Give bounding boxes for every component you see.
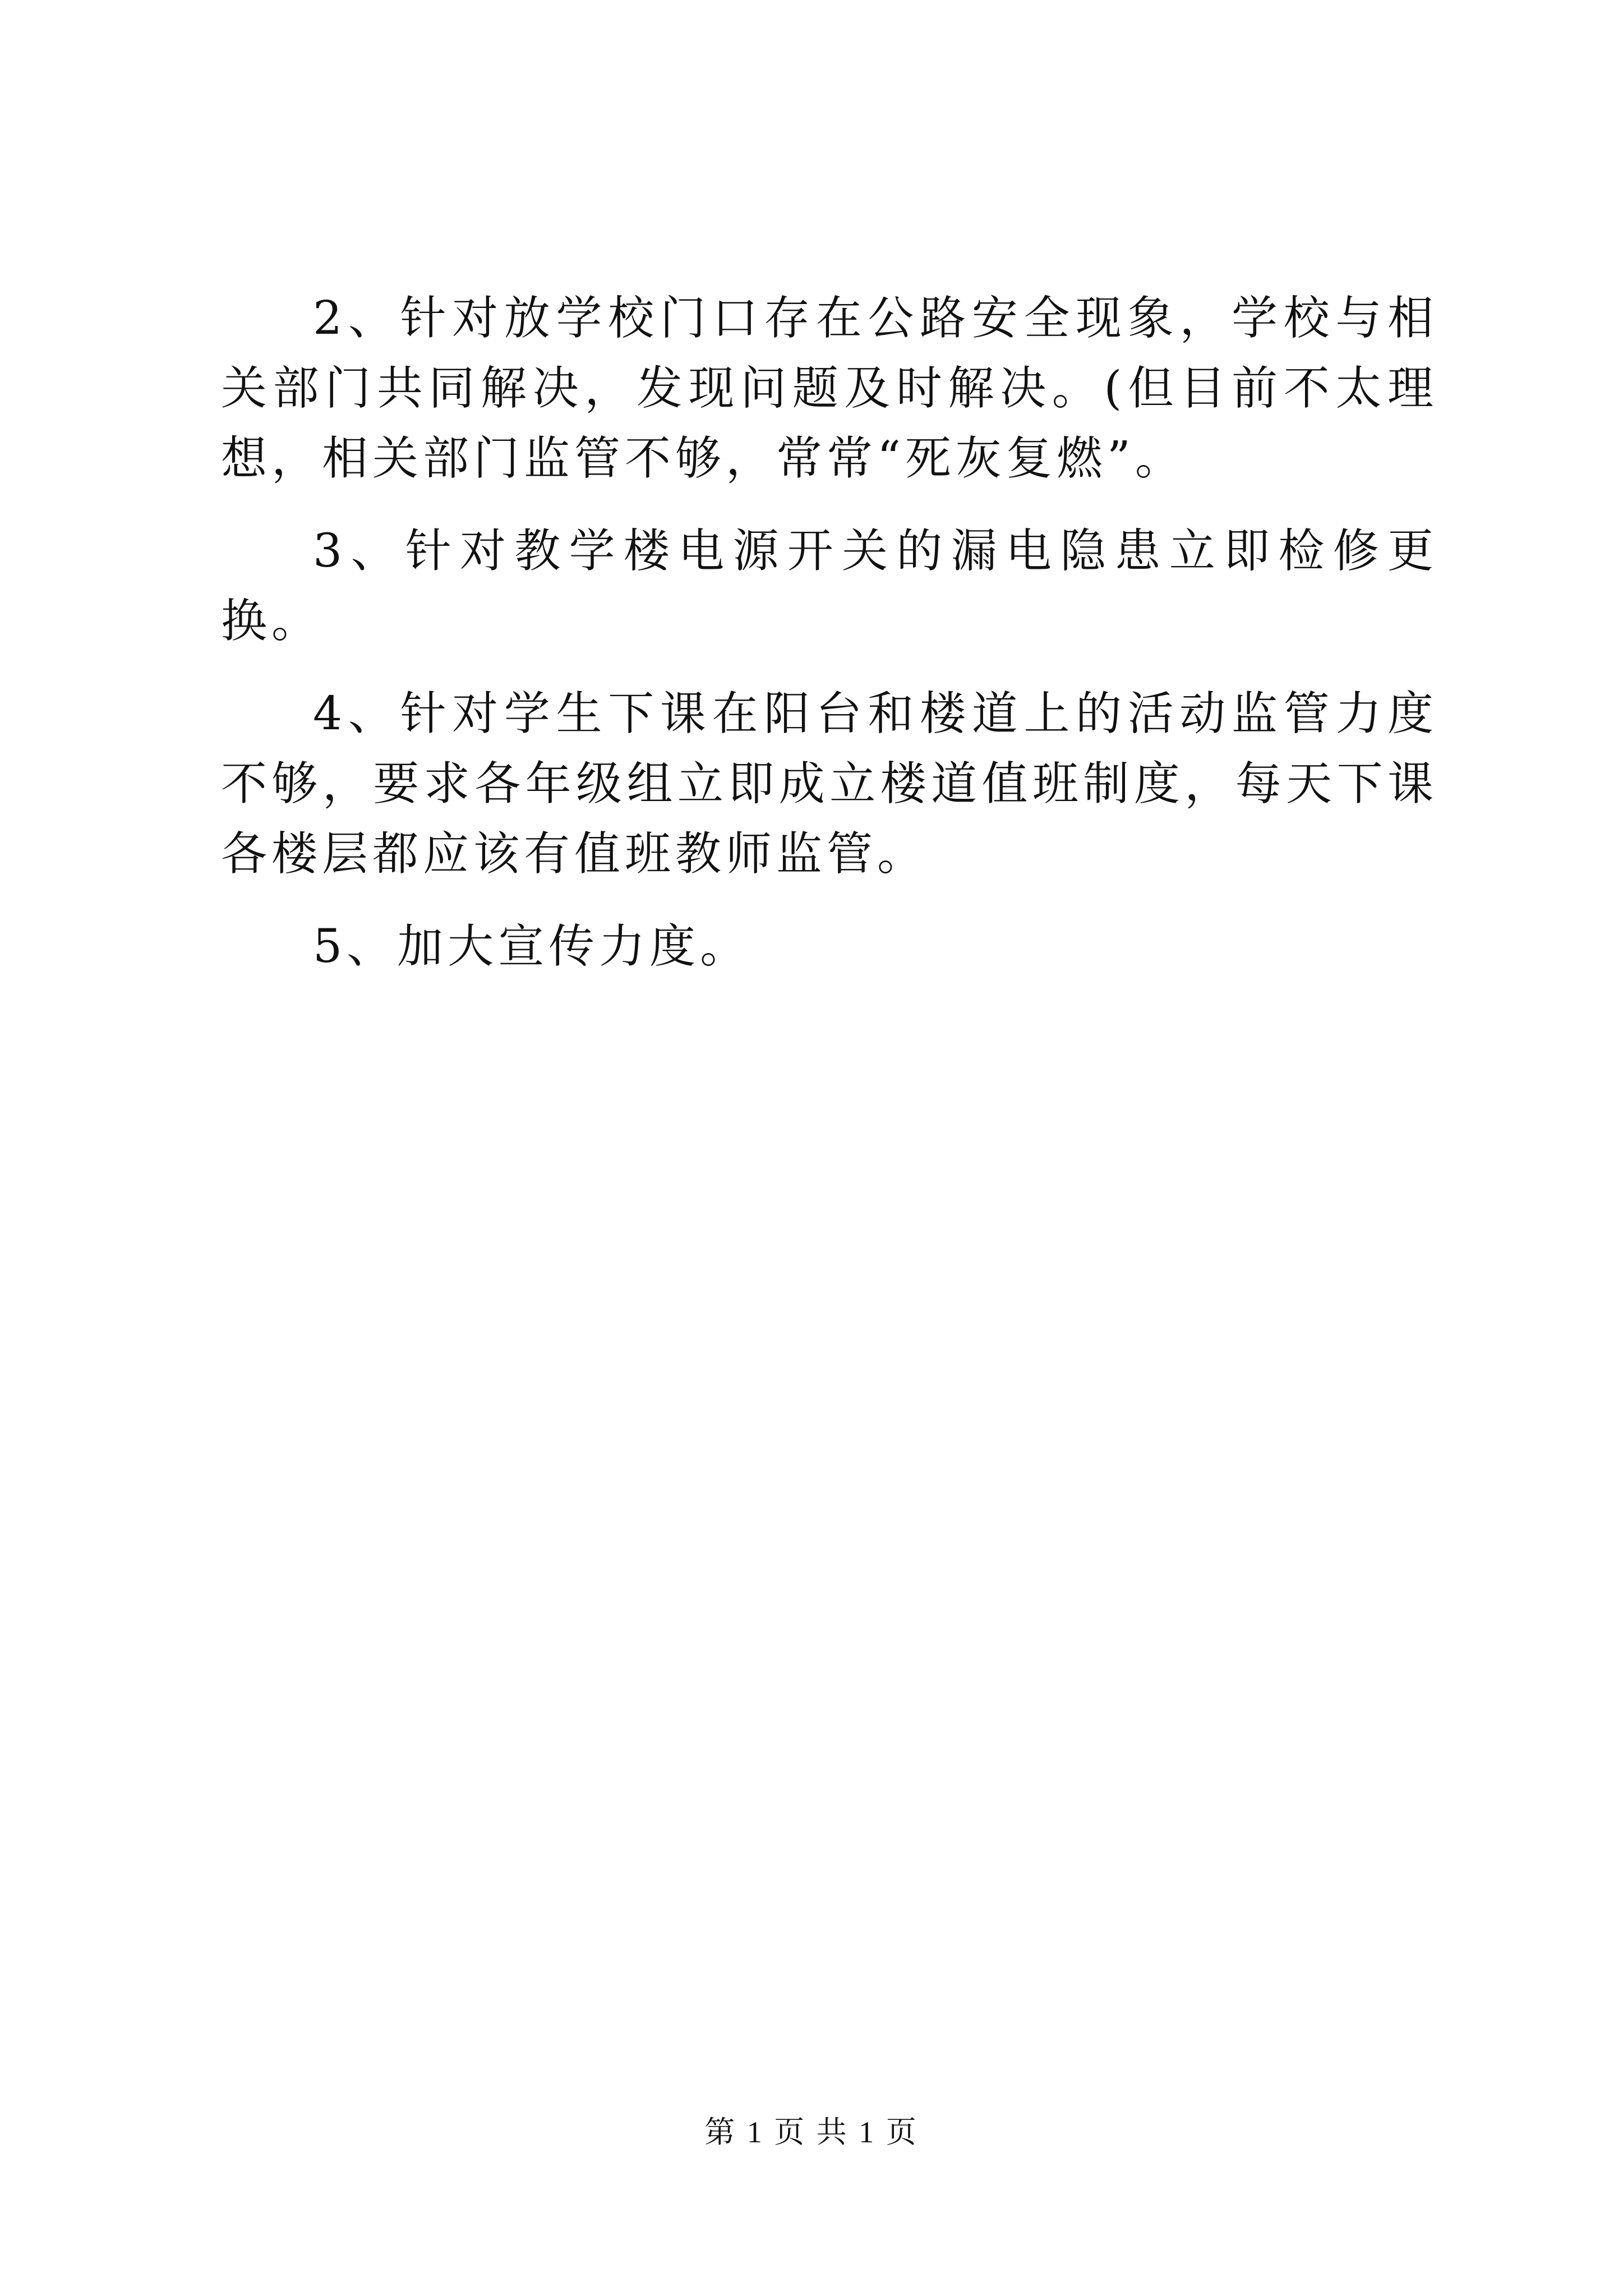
paragraph-item-3: 3、针对教学楼电源开关的漏电隐患立即检修更换。 bbox=[221, 524, 1438, 648]
paragraph-item-2: 2、针对放学校门口存在公路安全现象，学校与相关部门共同解决，发现问题及时解决。(但目前不太理想，相关部门监管不够，常常“死灰复燃”。 bbox=[221, 292, 1438, 485]
paragraph-item-4: 4、针对学生下课在阳台和楼道上的活动监管力度不够，要求各年级组立即成立楼道值班制度，每天下课各楼层都应该有值班教师监管。 bbox=[221, 687, 1438, 881]
paragraph-item-5: 5、加大宣传力度。 bbox=[313, 920, 751, 973]
page-footer bbox=[0, 2113, 1623, 2152]
page-number-label: 第 1 页 共 1 页 bbox=[704, 2115, 919, 2149]
document-body bbox=[221, 283, 1438, 1004]
